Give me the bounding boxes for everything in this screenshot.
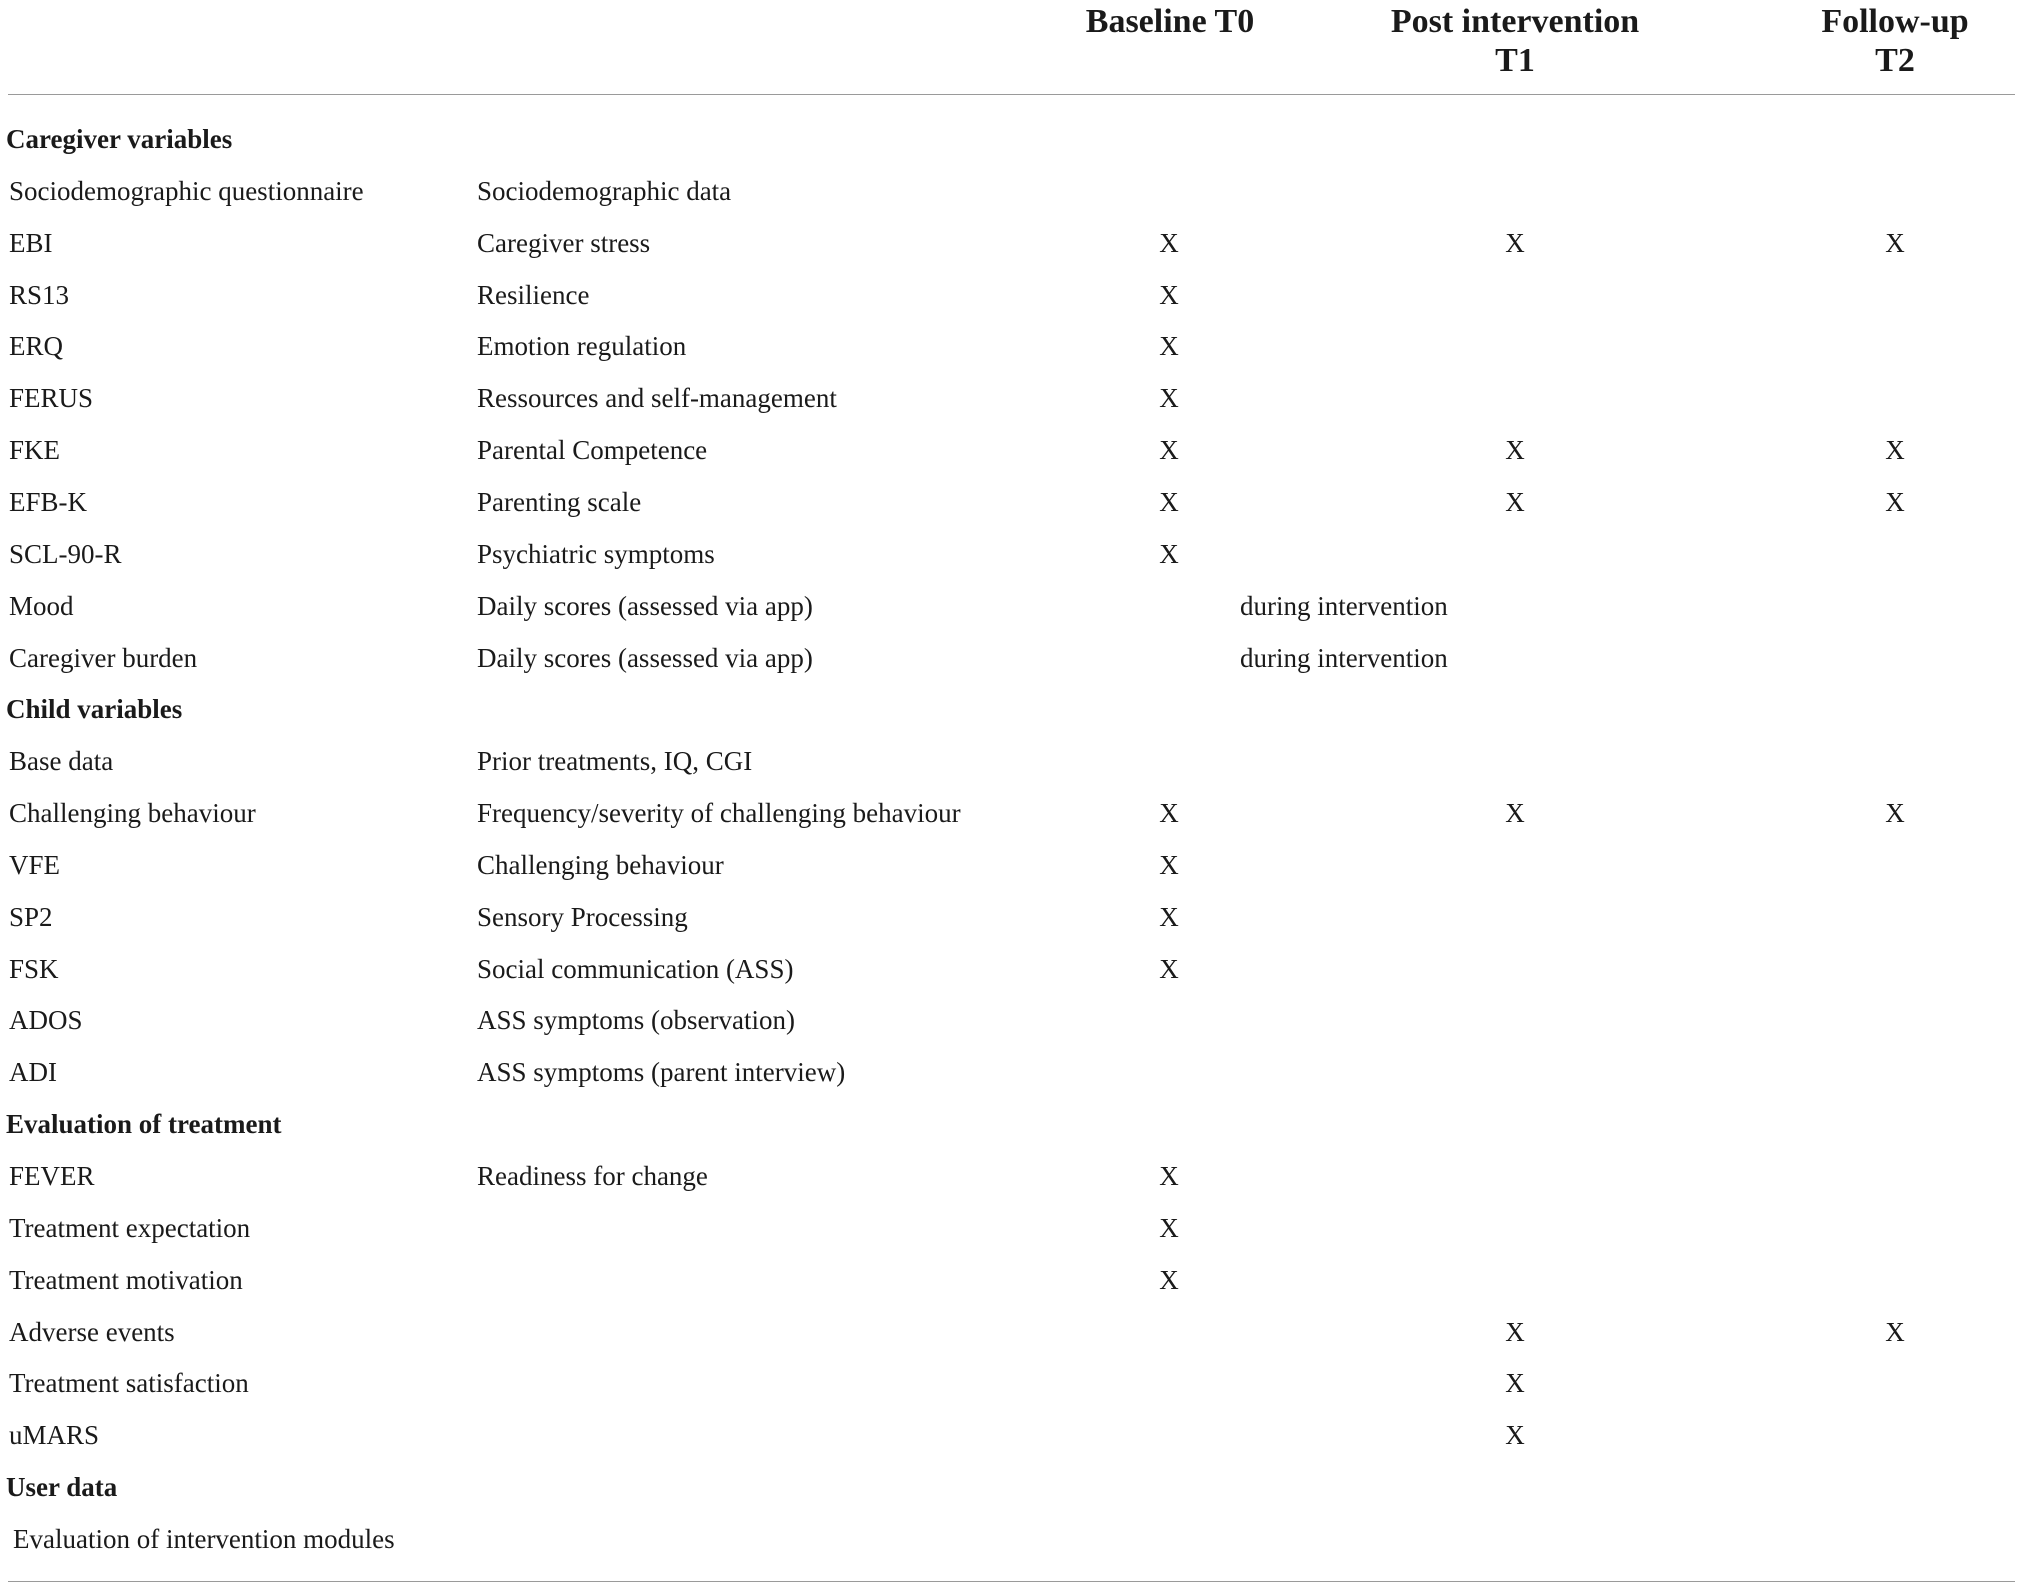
baseline-t0-cell: X xyxy=(1159,901,1179,932)
variable-cell: Sensory Processing xyxy=(477,901,688,932)
table-row xyxy=(0,269,2023,321)
table-row xyxy=(0,424,2023,476)
section-title: Caregiver variables xyxy=(6,124,233,154)
baseline-t0-cell: X xyxy=(1159,798,1179,829)
baseline-t0-cell: X xyxy=(1159,227,1179,258)
variable-cell: Sociodemographic data xyxy=(477,175,732,206)
follow-up-t2-cell xyxy=(1835,1357,1955,1409)
instrument-cell: Treatment motivation xyxy=(9,1264,243,1295)
column-header-post-intervention-text: Post intervention T1 xyxy=(1390,3,1640,79)
variable-cell: Prior treatments, IQ, CGI xyxy=(477,746,753,777)
follow-up-t2-cell xyxy=(1835,943,1955,995)
follow-up-t2-cell xyxy=(1835,528,1955,580)
table-row xyxy=(0,1513,2023,1565)
instrument-cell: Treatment satisfaction xyxy=(9,1368,249,1399)
follow-up-t2-cell xyxy=(1835,269,1955,321)
column-header-post-intervention xyxy=(1365,2,1665,80)
instrument-cell: RS13 xyxy=(9,279,70,310)
post-intervention-t1-cell xyxy=(1455,528,1575,580)
table-row xyxy=(0,1306,2023,1358)
variable-cell: ASS symptoms (parent interview) xyxy=(477,1057,846,1088)
column-header-baseline: Baseline T0 xyxy=(1085,3,1255,40)
baseline-t0-cell xyxy=(1109,735,1229,787)
instrument-cell: FEVER xyxy=(9,1161,95,1191)
post-intervention-t1-cell xyxy=(1455,891,1575,943)
instrument-cell: FKE xyxy=(9,435,61,466)
baseline-t0-cell: X xyxy=(1159,849,1179,880)
variable-cell: Ressources and self-management xyxy=(477,383,837,414)
variable-cell: Social communication (ASS) xyxy=(477,953,794,984)
follow-up-t2-cell xyxy=(1835,1150,1955,1202)
table-row xyxy=(0,372,2023,424)
baseline-t0-cell xyxy=(1109,1409,1229,1461)
baseline-t0-cell xyxy=(1109,1357,1229,1409)
baseline-t0-cell xyxy=(1109,994,1229,1046)
table-row xyxy=(0,943,2023,995)
section-header-row xyxy=(0,683,2023,735)
variable-cell: Resilience xyxy=(477,279,590,310)
post-intervention-t1-cell xyxy=(1455,1150,1575,1202)
instrument-cell: FERUS xyxy=(9,383,94,414)
follow-up-t2-cell xyxy=(1835,1202,1955,1254)
follow-up-t2-cell xyxy=(1835,320,1955,372)
baseline-t0-cell: X xyxy=(1159,1212,1179,1243)
variable-cell: Daily scores (assessed via app) xyxy=(477,590,813,621)
follow-up-t2-cell: X xyxy=(1885,227,1905,258)
instrument-cell: Challenging behaviour xyxy=(9,798,256,829)
header-rule xyxy=(8,94,2015,95)
instrument-cell: EFB-K xyxy=(9,486,88,517)
instrument-cell: ADOS xyxy=(9,1005,83,1036)
table-row xyxy=(0,476,2023,528)
instrument-cell: Base data xyxy=(9,746,114,777)
bottom-rule xyxy=(8,1581,2015,1582)
post-intervention-t1-cell xyxy=(1455,994,1575,1046)
post-intervention-t1-cell xyxy=(1455,1254,1575,1306)
instrument-cell: EBI xyxy=(9,227,53,258)
instrument-cell: Caregiver burden xyxy=(9,642,198,673)
post-intervention-t1-cell xyxy=(1455,320,1575,372)
baseline-t0-cell: X xyxy=(1159,435,1179,466)
follow-up-t2-cell: X xyxy=(1885,1316,1905,1347)
post-intervention-t1-cell: X xyxy=(1505,227,1525,258)
follow-up-t2-cell xyxy=(1835,1409,1955,1461)
post-intervention-t1-cell xyxy=(1455,1202,1575,1254)
post-intervention-t1-cell xyxy=(1455,1513,1575,1565)
table-row xyxy=(0,632,2023,684)
table-row xyxy=(0,528,2023,580)
variable-cell: Psychiatric symptoms xyxy=(477,538,715,569)
post-intervention-t1-cell xyxy=(1455,269,1575,321)
baseline-t0-cell xyxy=(1109,165,1229,217)
post-intervention-t1-cell: X xyxy=(1505,1316,1525,1347)
follow-up-t2-cell xyxy=(1835,1513,1955,1565)
follow-up-t2-cell: X xyxy=(1885,486,1905,517)
section-title: User data xyxy=(6,1472,118,1503)
timing-span-cell: during intervention xyxy=(1240,590,1448,621)
section-header-row xyxy=(0,1461,2023,1513)
variable-cell: Caregiver stress xyxy=(477,227,651,258)
follow-up-t2-cell xyxy=(1835,165,1955,217)
instrument-cell: SCL-90-R xyxy=(9,538,122,569)
baseline-t0-cell: X xyxy=(1159,279,1179,310)
baseline-t0-cell: X xyxy=(1159,331,1179,362)
table-row xyxy=(0,1202,2023,1254)
variable-cell: Challenging behaviour xyxy=(477,849,724,880)
follow-up-t2-cell xyxy=(1835,891,1955,943)
instrument-cell: uMARS xyxy=(9,1420,100,1451)
follow-up-t2-cell: X xyxy=(1885,798,1905,829)
post-intervention-t1-cell xyxy=(1455,1046,1575,1098)
post-intervention-t1-cell xyxy=(1455,735,1575,787)
post-intervention-t1-cell xyxy=(1455,372,1575,424)
table-row xyxy=(0,165,2023,217)
baseline-t0-cell: X xyxy=(1159,383,1179,414)
table-row xyxy=(0,1046,2023,1098)
post-intervention-t1-cell: X xyxy=(1505,798,1525,829)
post-intervention-t1-cell: X xyxy=(1505,486,1525,517)
section-title: Child variables xyxy=(6,694,183,725)
instrument-cell: ERQ xyxy=(9,331,63,362)
instrument-cell: Adverse events xyxy=(9,1316,175,1347)
instrument-cell: VFE xyxy=(9,849,61,880)
instrument-cell: ADI xyxy=(9,1057,57,1088)
variable-cell: Parental Competence xyxy=(477,435,708,466)
table-row xyxy=(0,320,2023,372)
table-row xyxy=(0,1357,2023,1409)
instrument-cell: Mood xyxy=(9,590,74,621)
post-intervention-t1-cell xyxy=(1455,165,1575,217)
table-row xyxy=(0,1254,2023,1306)
post-intervention-t1-cell xyxy=(1455,943,1575,995)
table-row xyxy=(0,839,2023,891)
section-header-row xyxy=(0,1098,2023,1150)
variable-cell: Emotion regulation xyxy=(477,331,687,362)
baseline-t0-cell: X xyxy=(1159,486,1179,517)
instrument-cell: Sociodemographic questionnaire xyxy=(9,175,364,206)
table-row xyxy=(0,891,2023,943)
post-intervention-t1-cell: X xyxy=(1505,1368,1525,1399)
baseline-t0-cell xyxy=(1109,1046,1229,1098)
instrument-cell: Evaluation of intervention modules xyxy=(13,1523,395,1554)
instrument-cell: FSK xyxy=(9,953,59,984)
section-header-row xyxy=(0,113,2023,165)
follow-up-t2-cell xyxy=(1835,994,1955,1046)
follow-up-t2-cell xyxy=(1835,735,1955,787)
table-row xyxy=(0,1409,2023,1461)
timing-span-cell: during intervention xyxy=(1240,642,1448,673)
baseline-t0-cell: X xyxy=(1159,953,1179,984)
table-row xyxy=(0,735,2023,787)
column-header-follow-up xyxy=(1790,2,2000,80)
instrument-cell: Treatment expectation xyxy=(9,1212,251,1243)
follow-up-t2-cell: X xyxy=(1885,435,1905,466)
baseline-t0-cell xyxy=(1109,1306,1229,1358)
follow-up-t2-cell xyxy=(1835,372,1955,424)
post-intervention-t1-cell: X xyxy=(1505,1420,1525,1451)
follow-up-t2-cell xyxy=(1835,839,1955,891)
baseline-t0-cell: X xyxy=(1159,1264,1179,1295)
table-row xyxy=(0,1150,2023,1202)
table-row xyxy=(0,994,2023,1046)
variable-cell: Readiness for change xyxy=(477,1161,708,1191)
variable-cell: ASS symptoms (observation) xyxy=(477,1005,796,1036)
instrument-cell: SP2 xyxy=(9,901,53,932)
follow-up-t2-cell xyxy=(1835,1254,1955,1306)
post-intervention-t1-cell: X xyxy=(1505,435,1525,466)
baseline-t0-cell: X xyxy=(1159,1161,1179,1191)
column-header-follow-up-text: Follow-up T2 xyxy=(1821,3,1969,79)
table-row xyxy=(0,787,2023,839)
variable-cell: Daily scores (assessed via app) xyxy=(477,642,813,673)
variable-cell: Parenting scale xyxy=(477,486,642,517)
baseline-t0-cell: X xyxy=(1159,538,1179,569)
table-row xyxy=(0,217,2023,269)
table-row xyxy=(0,580,2023,632)
post-intervention-t1-cell xyxy=(1455,839,1575,891)
section-title: Evaluation of treatment xyxy=(6,1109,282,1140)
follow-up-t2-cell xyxy=(1835,1046,1955,1098)
variable-cell: Frequency/severity of challenging behaviour xyxy=(477,798,961,829)
baseline-t0-cell xyxy=(1109,1513,1229,1565)
